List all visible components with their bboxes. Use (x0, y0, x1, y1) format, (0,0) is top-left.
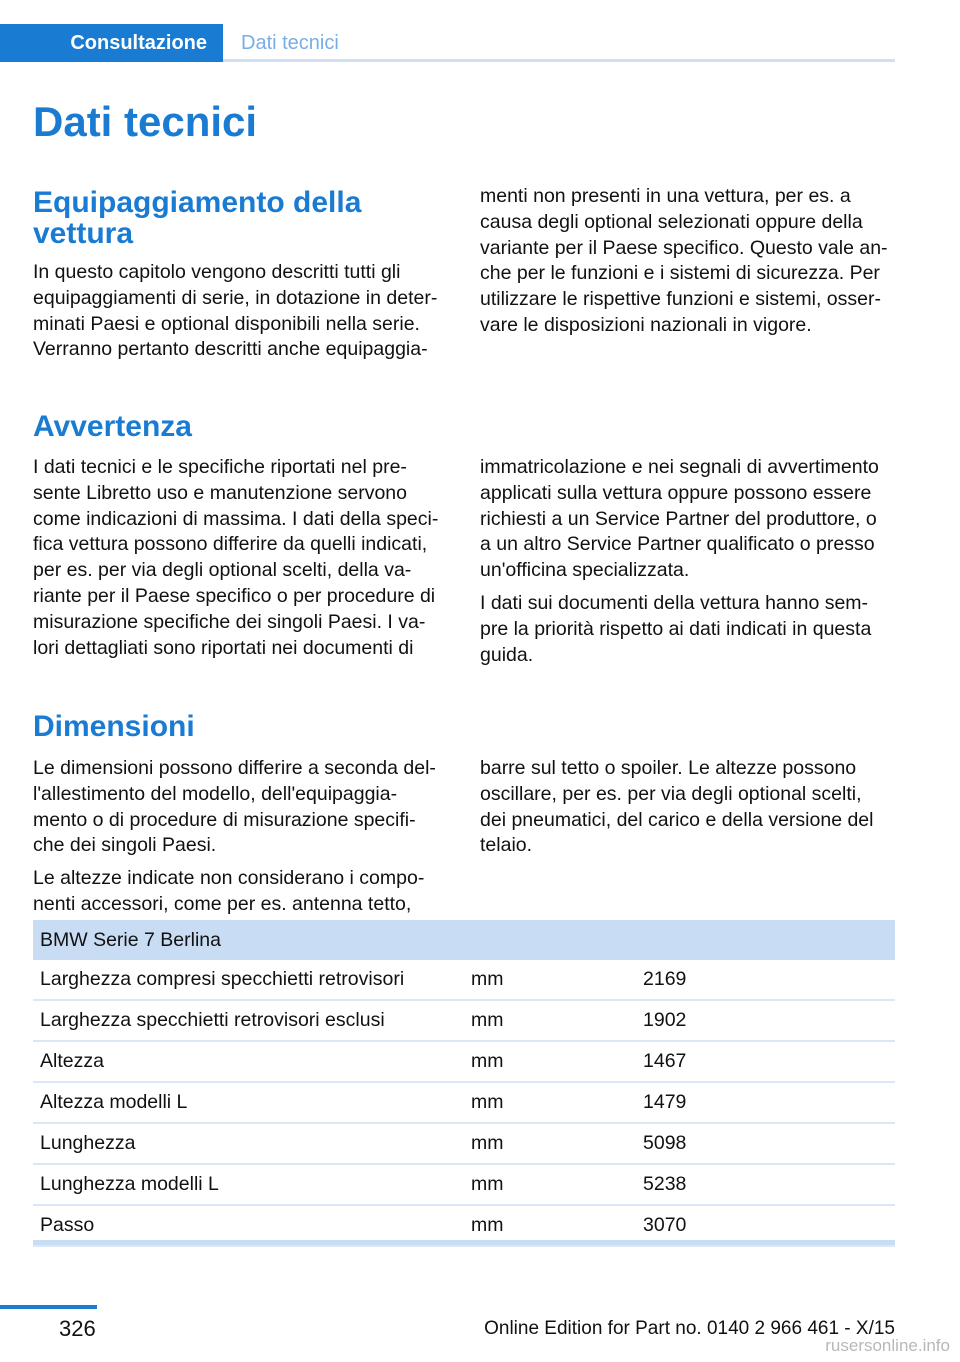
page-title: Dati tecnici (33, 98, 258, 145)
table-row (33, 1164, 895, 1205)
row-value: 1479 (636, 1082, 895, 1123)
row-label: Passo (33, 1205, 464, 1246)
paragraph: I dati sui documenti della vettura hanno sem- pre la priorità rispetto ai dati indicati in questa guida. (480, 591, 872, 666)
header-divider (223, 59, 895, 62)
row-unit: mm (464, 1205, 636, 1246)
heading-equipaggiamento-line2: vettura (33, 217, 134, 250)
row-label: Altezza modelli L (33, 1082, 464, 1123)
row-label: Lunghezza modelli L (33, 1164, 464, 1205)
table-bottom-rule (33, 1240, 895, 1245)
tab-consultazione[interactable]: Consultazione (0, 24, 223, 62)
footer-accent-bar (0, 1305, 97, 1309)
row-label: Larghezza compresi specchietti retrovisori (33, 960, 464, 1000)
row-label: Larghezza specchietti retrovisori esclusi (33, 1000, 464, 1041)
table-row (33, 960, 895, 1000)
row-value: 1467 (636, 1041, 895, 1082)
table-row (33, 1041, 895, 1082)
paragraph: I dati tecnici e le specifiche riportati nel pre- sente Libretto uso e manutenzione servono come indicazioni di massima. I dati della speci- fica vettura possono differire da quelli indicati, per es. per via degli optional scelti, della va- riante per il Paese specifico o per procedure di misurazione specifiche dei singoli Paesi. I va- lori dettagliati sono riportati nei documenti di (33, 456, 439, 659)
dimensions-table (33, 920, 895, 1247)
avvertenza-right-column (480, 455, 892, 675)
paragraph: In questo capitolo vengono descritti tutti gli equipaggiamenti di serie, in dotazione in deter- minati Paesi e optional disponibili nella serie. Verranno pertanto descritti anche equipaggia- (33, 261, 438, 361)
row-value: 3070 (636, 1205, 895, 1246)
row-label: Lunghezza (33, 1123, 464, 1164)
heading-equipaggiamento-line1: Equipaggiamento della (33, 186, 362, 219)
table-row (33, 1123, 895, 1164)
row-unit: mm (464, 1123, 636, 1164)
paragraph: Le dimensioni possono differire a seconda del- l'allestimento del modello, dell'equipaggia- mento o di procedure di misurazione specifi- che dei singoli Paesi. (33, 757, 436, 857)
tab-dati-tecnici[interactable]: Dati tecnici (241, 31, 339, 54)
equipaggiamento-right-column (480, 184, 892, 346)
page-header (0, 24, 895, 62)
watermark-text: rusersonline.info (825, 1336, 950, 1355)
paragraph: menti non presenti in una vettura, per es. a causa degli optional selezionati oppure della variante per il Paese specifico. Questo vale an- che per le funzioni e i sistemi di sicurezza. Per utilizzare le rispettive funzioni e sistemi, osser- vare le disposizioni nazionali in vigore. (480, 185, 888, 336)
row-unit: mm (464, 1041, 636, 1082)
heading-equipaggiamento (33, 187, 361, 249)
table-row (33, 1000, 895, 1041)
table-row (33, 1082, 895, 1123)
heading-dimensioni: Dimensioni (33, 710, 195, 743)
edition-text: Online Edition for Part no. 0140 2 966 461 - X/15 (484, 1318, 895, 1339)
page-number: 326 (59, 1316, 96, 1341)
row-value: 5098 (636, 1123, 895, 1164)
paragraph: Le altezze indicate non considerano i compo- nenti accessori, come per es. antenna tetto, (33, 867, 425, 915)
row-value: 1902 (636, 1000, 895, 1041)
equipaggiamento-left-column (33, 260, 445, 370)
row-label: Altezza (33, 1041, 464, 1082)
dimensioni-left-column (33, 756, 445, 925)
avvertenza-left-column (33, 455, 445, 668)
dimensioni-right-column (480, 756, 892, 866)
heading-avvertenza: Avvertenza (33, 410, 192, 443)
row-unit: mm (464, 1082, 636, 1123)
row-unit: mm (464, 960, 636, 1000)
paragraph: immatricolazione e nei segnali di avvertimento applicati sulla vettura oppure possono essere richiesti a un Service Partner del produttore, o a un altro Service Partner qualificato o presso un'officina specializzata. (480, 456, 879, 582)
row-value: 5238 (636, 1164, 895, 1205)
row-unit: mm (464, 1000, 636, 1041)
row-unit: mm (464, 1164, 636, 1205)
paragraph: barre sul tetto o spoiler. Le altezze possono oscillare, per es. per via degli optional scelti, dei pneumatici, del carico e della versione del telaio. (480, 757, 874, 857)
row-value: 2169 (636, 960, 895, 1000)
table-header: BMW Serie 7 Berlina (33, 920, 895, 960)
